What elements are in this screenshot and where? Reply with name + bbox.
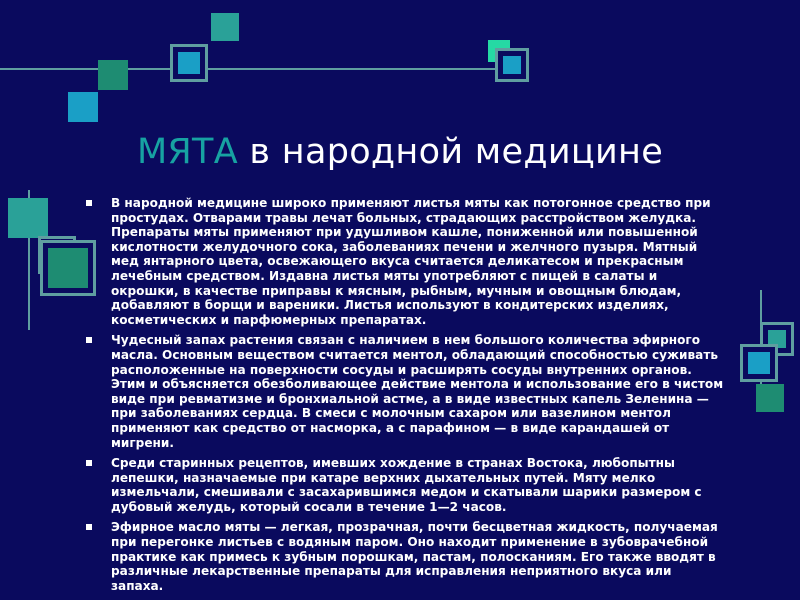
decorative-line-horizontal (0, 68, 520, 70)
bullet-icon (86, 337, 92, 343)
slide-title (0, 132, 800, 172)
paragraph-text: Чудесный запах растения связан с наличием в нем большого количества эфирного масла. Основным веществом считается ментол, обладающий способностью суживать расположенные на поверхности сосуды и расширять сосуды внутренних органов. Этим и объясняется обезболивающее действие ментола и использование его в чистом виде при ревматизме и бронхиальной астме, а в виде известных капель Зеленина — при заболеваниях сердца. В смеси с молочным сахаром или вазелином ментол применяют как средство от насморка, а с парафином — в виде карандашей от мигрени. (111, 333, 724, 450)
paragraph-text: Среди старинных рецептов, имевших хождение в странах Востока, любопытны лепешки, назначаемые при катаре верхних дыхательных путей. Мяту мелко измельчали, смешивали с засахарившимся медом и скатывали шарики размером с дубовый желудь, который сосали в течение 1—2 часов. (111, 456, 702, 514)
bullet-paragraph (86, 333, 726, 450)
bullet-paragraph (86, 520, 726, 593)
title-rest: в народной медицине (237, 132, 664, 172)
paragraph-text: В народной медицине широко применяют листья мяты как потогонное средство при простудах. Отварами травы лечат больных, страдающих расстройством желудка. Препараты мяты применяют при удушливом кашле, пониженной или повышенной кислотности желудочного сока, заболеваниях печени и желчного пузыря. Мятный мед янтарного цвета, освежающего вкуса считается деликатесом и прекрасным лечебным средством. Издавна листья мяты употребляют с пищей в салаты и окрошки, в качестве приправы к мясным, рыбным, мучным и овощным блюдам, добавляют в борщи и вареники. Листья используют в кондитерских изделиях, косметических и парфюмерных препаратах. (111, 196, 711, 327)
bullet-icon (86, 460, 92, 466)
decorative-square (495, 48, 529, 82)
title-accent: МЯТА (136, 132, 238, 172)
decorative-square (756, 384, 784, 412)
decorative-square (211, 13, 239, 41)
decorative-square (8, 198, 48, 238)
decorative-square (170, 44, 208, 82)
bullet-paragraph (86, 456, 726, 514)
bullet-paragraph (86, 196, 726, 327)
bullet-icon (86, 524, 92, 530)
paragraph-text: Эфирное масло мяты — легкая, прозрачная, почти бесцветная жидкость, получаемая при перегонке листьев с водяным паром. Оно находит применение в зубоврачебной практике как примесь к зубным порошкам, пастам, полосканиям. Его также вводят в различные лекарственные препараты для исправления неприятного вкуса или запаха. (111, 520, 718, 593)
decorative-square (98, 60, 128, 90)
bullet-icon (86, 200, 92, 206)
decorative-square (740, 344, 778, 382)
decorative-square (68, 92, 98, 122)
slide-content (86, 196, 726, 599)
